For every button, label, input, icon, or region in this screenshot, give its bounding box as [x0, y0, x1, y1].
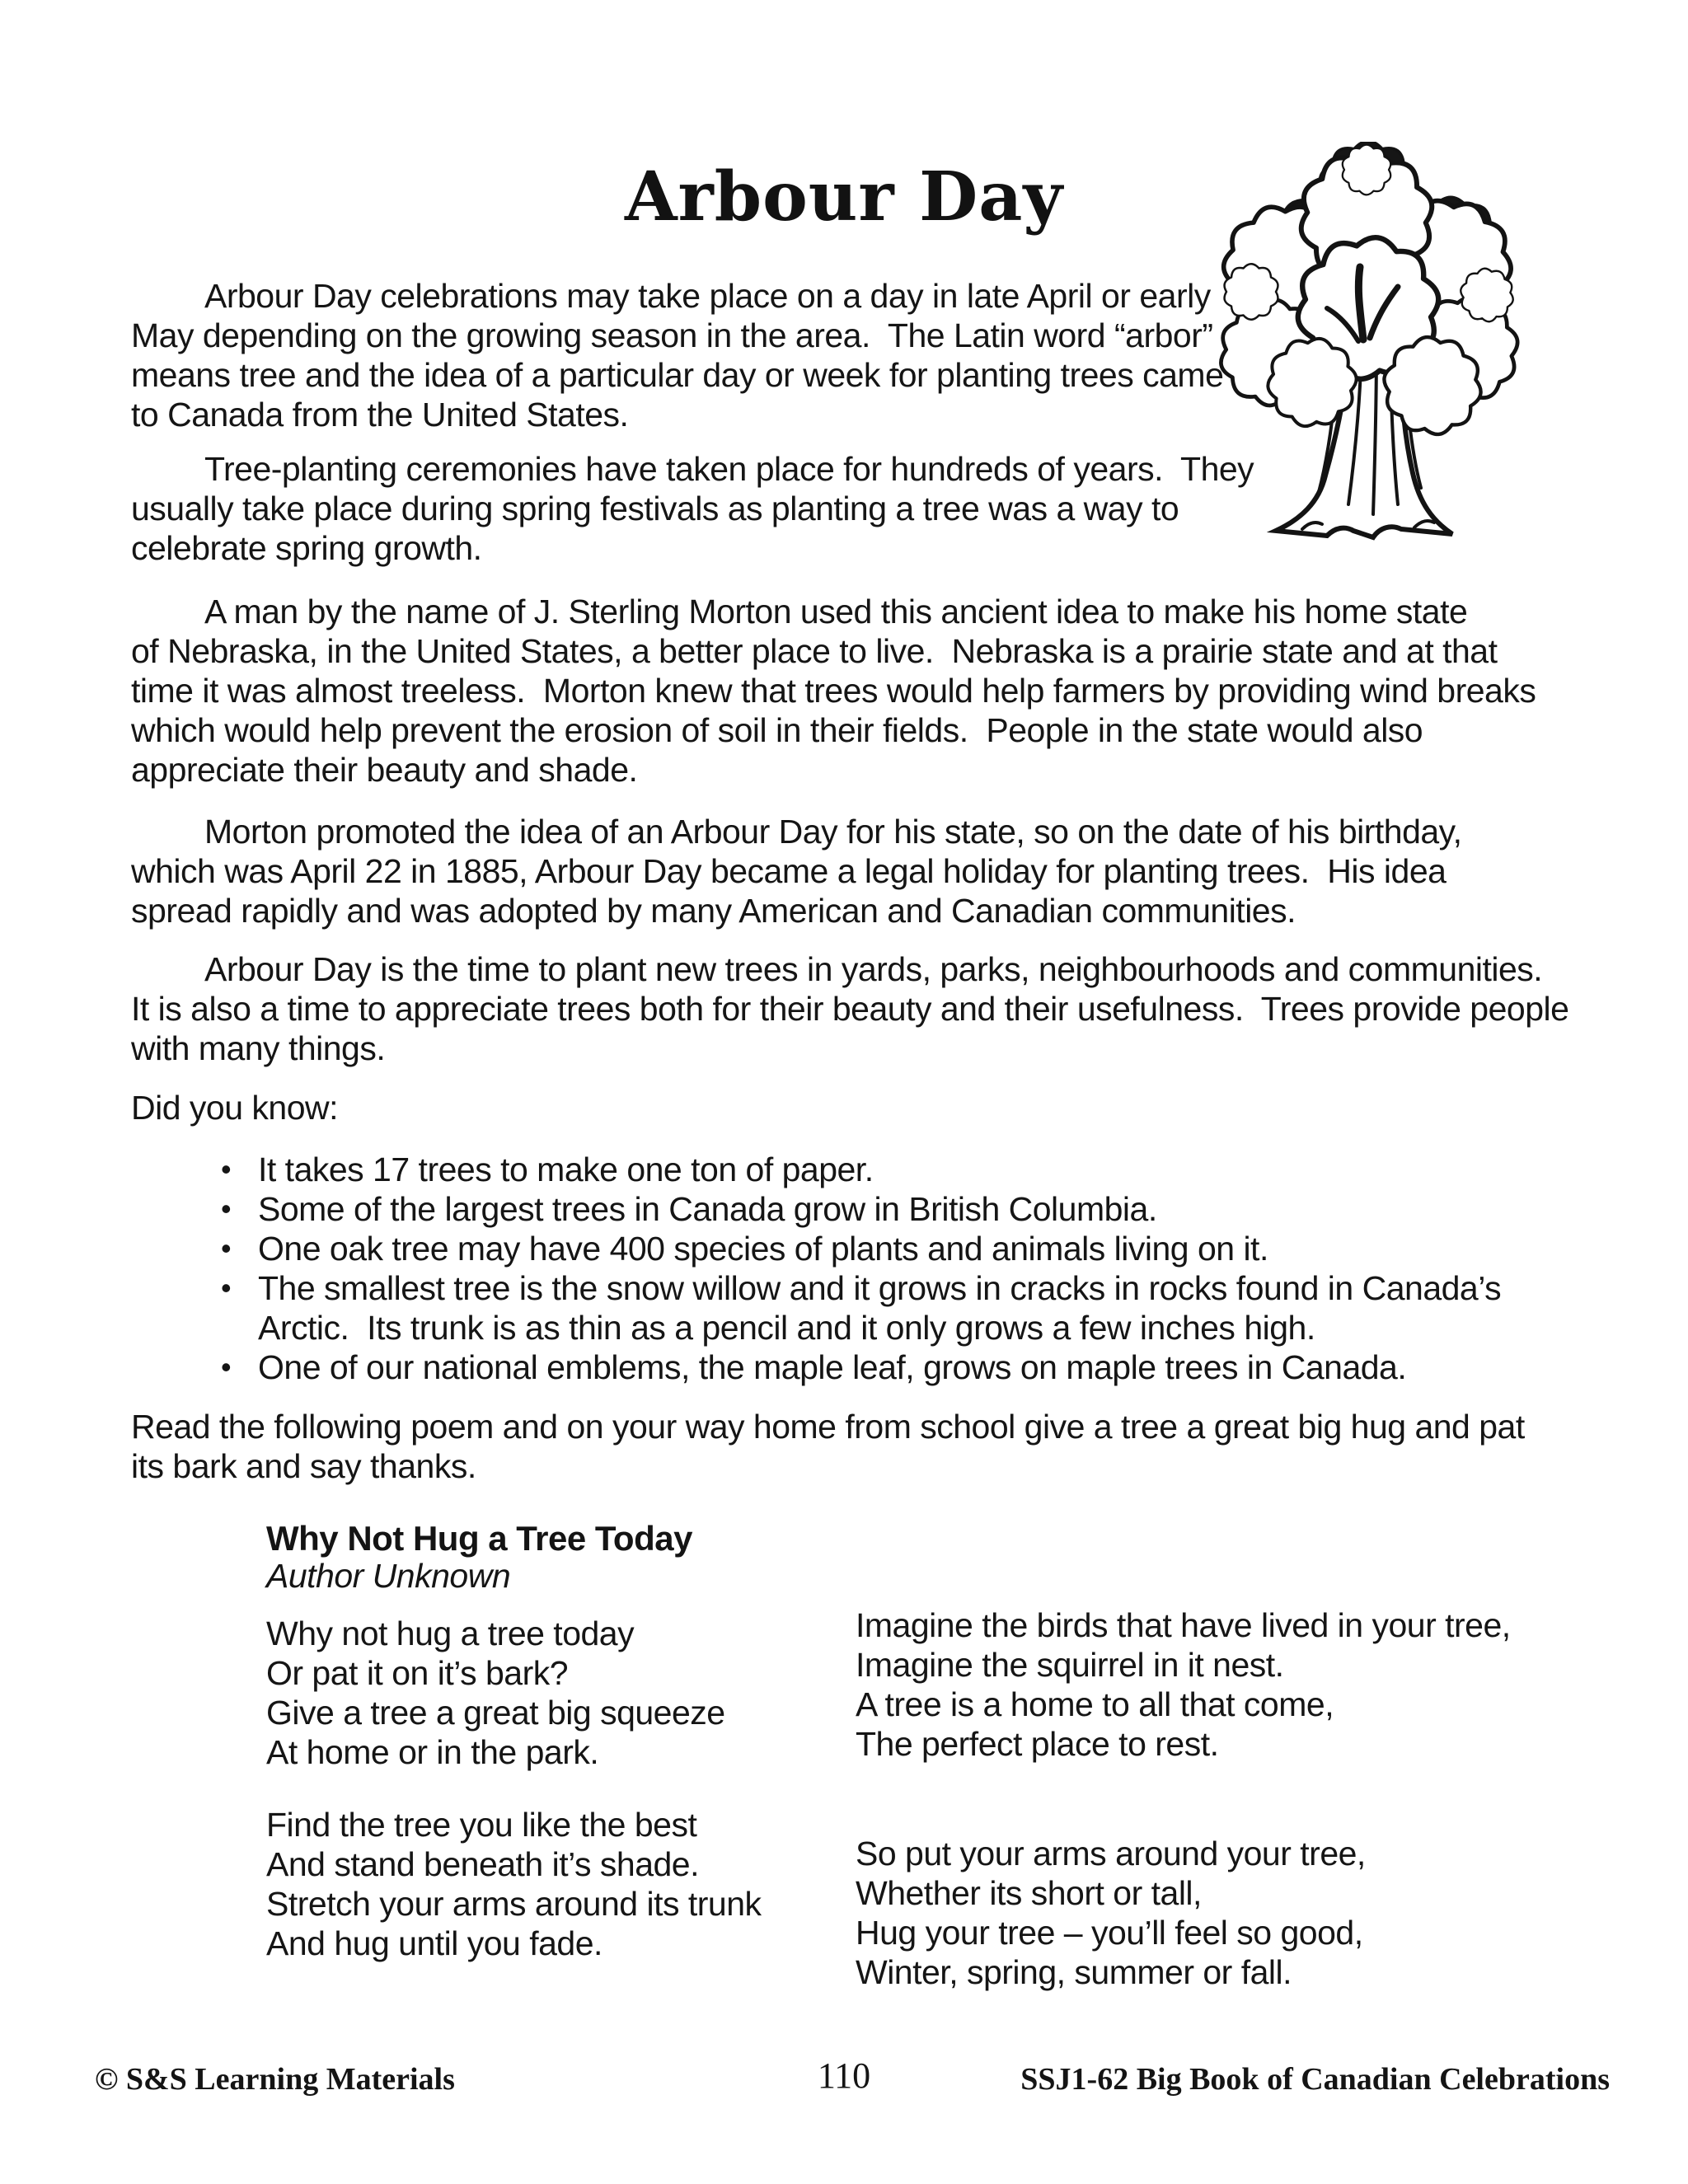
page-title: Arbour Day: [624, 157, 1064, 237]
list-item: [221, 1150, 1501, 1189]
list-item-text: The smallest tree is the snow willow and it grows in cracks in rocks found in Canada’s Arctic. Its trunk is as thin as a pencil and it only grows a few inches high.: [258, 1269, 1502, 1347]
list-item-text: It takes 17 trees to make one ton of paper.: [258, 1151, 874, 1188]
poem-left-column: [266, 1614, 762, 1963]
footer-book-title: SSJ1-62 Big Book of Canadian Celebrations: [1020, 2062, 1610, 2097]
bullet-icon: •: [221, 1350, 232, 1384]
list-item: [221, 1229, 1501, 1268]
list-item-text: One oak tree may have 400 species of plants and animals living on it.: [258, 1230, 1268, 1268]
bullet-icon: •: [221, 1271, 232, 1305]
did-you-know-heading: Did you know:: [131, 1089, 339, 1127]
list-item-text: Some of the largest trees in Canada grow in British Columbia.: [258, 1190, 1157, 1228]
poem-stanza-3: Imagine the birds that have lived in your tree, Imagine the squirrel in it nest. A tree is a home to all that come, The perfect place to rest.: [856, 1606, 1511, 1763]
list-item: [221, 1347, 1501, 1387]
paragraph-5: Arbour Day is the time to plant new trees in yards, parks, neighbourhoods and communities. It is also a time to appreciate trees both for their beauty and their usefulness. Trees provide people with many things.: [131, 950, 1569, 1067]
poem-stanza-4: So put your arms around your tree, Whether its short or tall, Hug your tree – you’ll feel so good, Winter, spring, summer or fall.: [856, 1835, 1366, 1991]
paragraph-1: Arbour Day celebrations may take place on a day in late April or early May depending on the growing season in the area. The Latin word “arbor” means tree and the idea of a particular day or week for planting trees came to Canada from the United States.: [131, 277, 1224, 434]
poem-author: Author Unknown: [266, 1557, 511, 1595]
poem-right-column: [856, 1605, 1511, 1992]
footer-page-number: 110: [817, 2055, 871, 2096]
paragraph-3: A man by the name of J. Sterling Morton used this ancient idea to make his home state of Nebraska, in the United States, a better place to live. Nebraska is a prairie state and at that time it was almost treeless. Morton knew that trees would help farmers by providing wind breaks which would help prevent the erosion of soil in their fields. People in the state would also appreciate their beauty and shade.: [131, 593, 1536, 789]
poem-stanza-1: Why not hug a tree today Or pat it on it’s bark? Give a tree a great big squeeze At home or in the park.: [266, 1615, 725, 1771]
bullet-icon: •: [221, 1152, 232, 1186]
poem-title: Why Not Hug a Tree Today: [266, 1519, 692, 1558]
poem-stanza-2: Find the tree you like the best And stand beneath it’s shade. Stretch your arms around its trunk And hug until you fade.: [266, 1806, 762, 1962]
bullet-icon: •: [221, 1231, 232, 1265]
read-poem-note: Read the following poem and on your way home from school give a tree a great big hug and pat its bark and say thanks.: [131, 1408, 1525, 1485]
list-item: [221, 1268, 1501, 1347]
footer-copyright: © S&S Learning Materials: [95, 2062, 455, 2097]
bullet-icon: •: [221, 1192, 232, 1226]
did-you-know-list: [221, 1150, 1501, 1387]
list-item-text: One of our national emblems, the maple leaf, grows on maple trees in Canada.: [258, 1348, 1407, 1386]
list-item: [221, 1189, 1501, 1229]
paragraph-2: Tree-planting ceremonies have taken place for hundreds of years. They usually take place during spring festivals as planting a tree was a way to celebrate spring growth.: [131, 450, 1254, 567]
paragraph-4: Morton promoted the idea of an Arbour Day for his state, so on the date of his birthday, which was April 22 in 1885, Arbour Day became a legal holiday for planting trees. His idea spread rapidly and was adopted by many American and Canadian communities.: [131, 813, 1462, 930]
